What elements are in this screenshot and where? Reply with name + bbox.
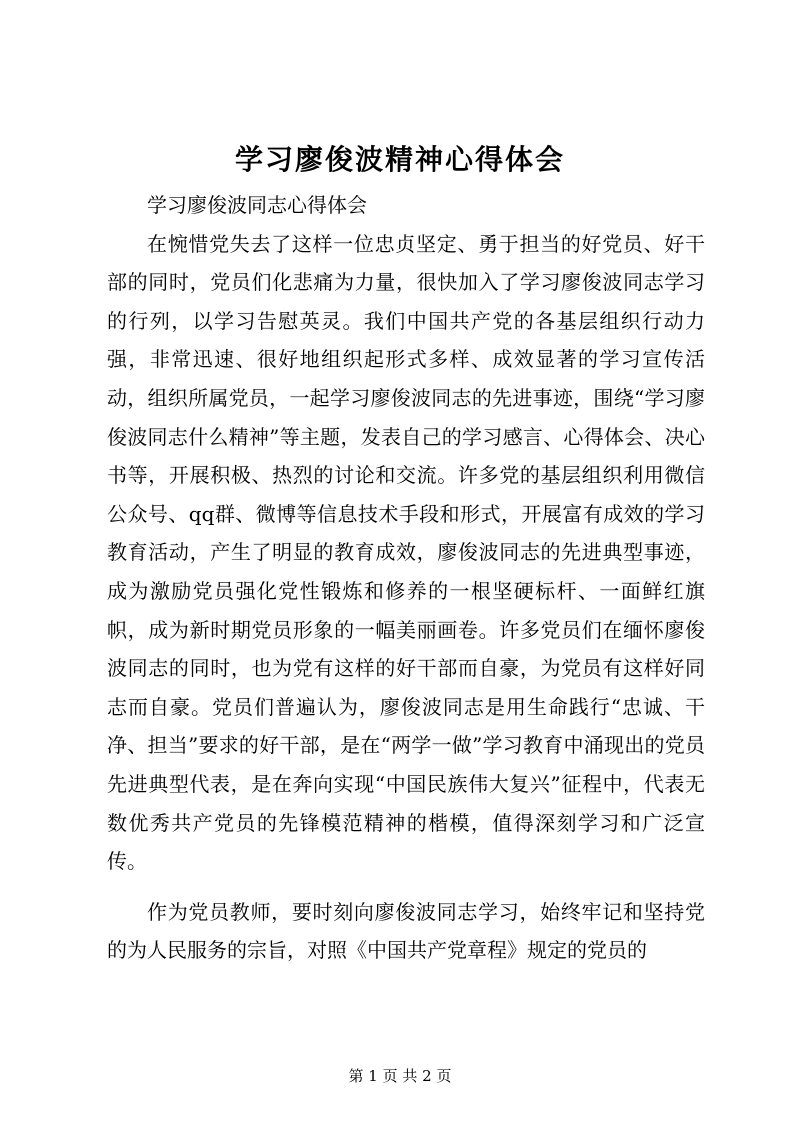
document-title: 学习廖俊波精神心得体会 xyxy=(234,143,565,176)
page-footer: 第 1 页 共 2 页 xyxy=(348,1067,452,1085)
paragraph-2: 作为党员教师，要时刻向廖俊波同志学习，始终牢记和坚持党的为人民服务的宗旨，对照《中国共产党章程》规定的党员的 xyxy=(107,899,705,963)
paragraph-1: 在惋惜党失去了这样一位忠贞坚定、勇于担当的好党员、好干部的同时，党员们化悲痛为力量，很快加入了学习廖俊波同志学习的行列，以学习告慰英灵。我们中国共产党的各基层组织行动力强，非常迅速、很好地组织起形式多样、成效显著的学习宣传活动，组织所属党员，一起学习廖俊波同志的先进事迹，围绕“学习廖俊波同志什么精神”等主题，发表自己的学习感言、心得体会、决心书等，开展积极、热烈的讨论和交流。许多党的基层组织利用微信公众号、qq群、微博等信息技术手段和形式，开展富有成效的学习教育活动，产生了明显的教育成效，廖俊波同志的先进典型事迹，成为激励党员强化党性锻炼和修养的一根坚硬标杆、一面鲜红旗帜，成为新时期党员形象的一幅美丽画卷。许多党员们在缅怀廖俊波同志的同时，也为党有这样的好干部而自豪，为党员有这样好同志而自豪。党员们普遍认为，廖俊波同志是用生命践行“忠诚、干净、担当”要求的好干部，是在“两学一做”学习教育中涌现出的党员先进典型代表，是在奔向实现“中国民族伟大复兴”征程中，代表无数优秀共产党员的先锋模范精神的楷模，值得深刻学习和广泛宣传。 xyxy=(107,231,705,874)
document-body xyxy=(107,186,705,970)
document-subtitle: 学习廖俊波同志心得体会 xyxy=(147,193,367,217)
